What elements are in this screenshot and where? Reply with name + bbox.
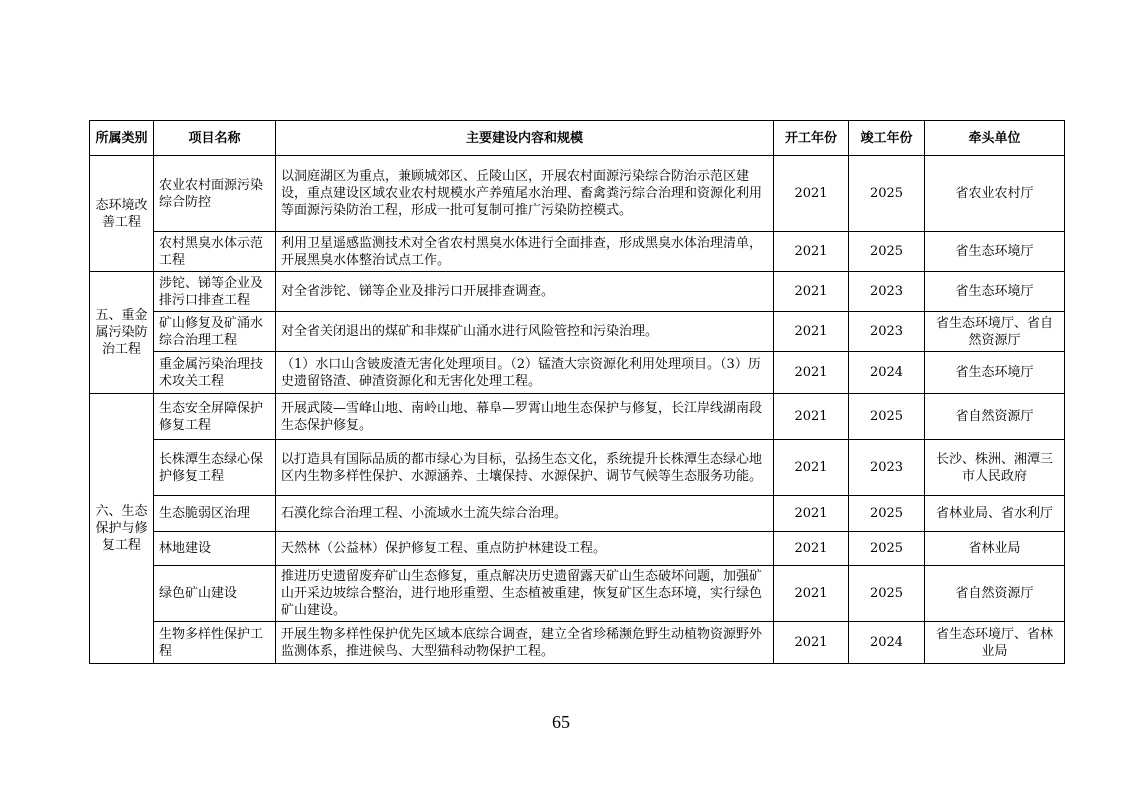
start-year: 2021 bbox=[774, 232, 849, 272]
end-year: 2025 bbox=[849, 532, 925, 566]
table-row bbox=[90, 352, 1065, 394]
table-row bbox=[90, 394, 1065, 440]
header-lead-unit: 牵头单位 bbox=[925, 121, 1065, 156]
project-content: 开展生物多样性保护优先区域本底综合调查，建立全省珍稀濒危野生动植物资源野外监测体系，推进候鸟、大型猫科动物保护工程。 bbox=[276, 622, 774, 664]
lead-unit: 省生态环境厅 bbox=[925, 232, 1065, 272]
project-content: 推进历史遗留废弃矿山生态修复，重点解决历史遗留露天矿山生态破坏问题，加强矿山开采边坡综合整治，进行地形重塑、生态植被重建，恢复矿区生态环境，实行绿色矿山建设。 bbox=[276, 566, 774, 622]
start-year: 2021 bbox=[774, 394, 849, 440]
table-row bbox=[90, 440, 1065, 496]
project-content: 天然林（公益林）保护修复工程、重点防护林建设工程。 bbox=[276, 532, 774, 566]
lead-unit: 省自然资源厅 bbox=[925, 394, 1065, 440]
end-year: 2025 bbox=[849, 496, 925, 532]
lead-unit: 省生态环境厅 bbox=[925, 272, 1065, 312]
table-row bbox=[90, 496, 1065, 532]
start-year: 2021 bbox=[774, 622, 849, 664]
start-year: 2021 bbox=[774, 312, 849, 352]
lead-unit: 省林业局 bbox=[925, 532, 1065, 566]
start-year: 2021 bbox=[774, 272, 849, 312]
lead-unit: 省生态环境厅 bbox=[925, 352, 1065, 394]
project-name: 重金属污染治理技术攻关工程 bbox=[154, 352, 276, 394]
project-name: 农业农村面源污染综合防控 bbox=[154, 156, 276, 232]
category-cell: 五、重金属污染防治工程 bbox=[90, 272, 154, 394]
project-content: 对全省关闭退出的煤矿和非煤矿山涌水进行风险管控和污染治理。 bbox=[276, 312, 774, 352]
header-row bbox=[90, 121, 1065, 156]
end-year: 2023 bbox=[849, 272, 925, 312]
table-row bbox=[90, 156, 1065, 232]
project-name: 矿山修复及矿涌水综合治理工程 bbox=[154, 312, 276, 352]
project-name: 生物多样性保护工程 bbox=[154, 622, 276, 664]
lead-unit: 省生态环境厅、省自然资源厅 bbox=[925, 312, 1065, 352]
header-category: 所属类别 bbox=[90, 121, 154, 156]
end-year: 2023 bbox=[849, 312, 925, 352]
header-content: 主要建设内容和规模 bbox=[276, 121, 774, 156]
end-year: 2025 bbox=[849, 232, 925, 272]
end-year: 2023 bbox=[849, 440, 925, 496]
project-name: 绿色矿山建设 bbox=[154, 566, 276, 622]
project-name: 涉铊、锑等企业及排污口排查工程 bbox=[154, 272, 276, 312]
end-year: 2024 bbox=[849, 352, 925, 394]
header-end-year: 竣工年份 bbox=[849, 121, 925, 156]
lead-unit: 省生态环境厅、省林业局 bbox=[925, 622, 1065, 664]
project-name: 林地建设 bbox=[154, 532, 276, 566]
project-content: 开展武陵—雪峰山地、南岭山地、幕阜—罗霄山地生态保护与修复，长江岸线湖南段生态保护修复。 bbox=[276, 394, 774, 440]
project-name: 生态脆弱区治理 bbox=[154, 496, 276, 532]
start-year: 2021 bbox=[774, 352, 849, 394]
project-table bbox=[89, 120, 1065, 664]
end-year: 2025 bbox=[849, 566, 925, 622]
category-cell: 态环境改善工程 bbox=[90, 156, 154, 272]
project-name: 长株潭生态绿心保护修复工程 bbox=[154, 440, 276, 496]
project-name: 农村黑臭水体示范工程 bbox=[154, 232, 276, 272]
table-row bbox=[90, 272, 1065, 312]
project-content: （1）水口山含铍废渣无害化处理项目。（2）锰渣大宗资源化利用处理项目。（3）历史遗留铬渣、砷渣资源化和无害化处理工程。 bbox=[276, 352, 774, 394]
page-number: 65 bbox=[552, 712, 570, 732]
end-year: 2025 bbox=[849, 394, 925, 440]
header-start-year: 开工年份 bbox=[774, 121, 849, 156]
lead-unit: 长沙、株洲、湘潭三市人民政府 bbox=[925, 440, 1065, 496]
end-year: 2024 bbox=[849, 622, 925, 664]
category-cell: 六、生态保护与修复工程 bbox=[90, 394, 154, 664]
lead-unit: 省农业农村厅 bbox=[925, 156, 1065, 232]
table-row bbox=[90, 566, 1065, 622]
project-content: 以打造具有国际品质的都市绿心为目标，弘扬生态文化，系统提升长株潭生态绿心地区内生物多样性保护、水源涵养、土壤保持、水源保护、调节气候等生态服务功能。 bbox=[276, 440, 774, 496]
table-row bbox=[90, 532, 1065, 566]
header-name: 项目名称 bbox=[154, 121, 276, 156]
start-year: 2021 bbox=[774, 566, 849, 622]
project-content: 对全省涉铊、锑等企业及排污口开展排查调查。 bbox=[276, 272, 774, 312]
project-content: 以洞庭湖区为重点，兼顾城郊区、丘陵山区，开展农村面源污染综合防治示范区建设，重点建设区域农业农村规模水产养殖尾水治理、畜禽粪污综合治理和资源化利用等面源污染防治工程，形成一批可复制可推广污染防控模式。 bbox=[276, 156, 774, 232]
lead-unit: 省林业局、省水利厅 bbox=[925, 496, 1065, 532]
lead-unit: 省自然资源厅 bbox=[925, 566, 1065, 622]
end-year: 2025 bbox=[849, 156, 925, 232]
start-year: 2021 bbox=[774, 496, 849, 532]
start-year: 2021 bbox=[774, 532, 849, 566]
project-content: 石漠化综合治理工程、小流域水土流失综合治理。 bbox=[276, 496, 774, 532]
project-content: 利用卫星遥感监测技术对全省农村黑臭水体进行全面排查，形成黑臭水体治理清单，开展黑臭水体整治试点工作。 bbox=[276, 232, 774, 272]
table-row bbox=[90, 312, 1065, 352]
start-year: 2021 bbox=[774, 156, 849, 232]
table-row bbox=[90, 622, 1065, 664]
project-name: 生态安全屏障保护修复工程 bbox=[154, 394, 276, 440]
start-year: 2021 bbox=[774, 440, 849, 496]
table-row bbox=[90, 232, 1065, 272]
